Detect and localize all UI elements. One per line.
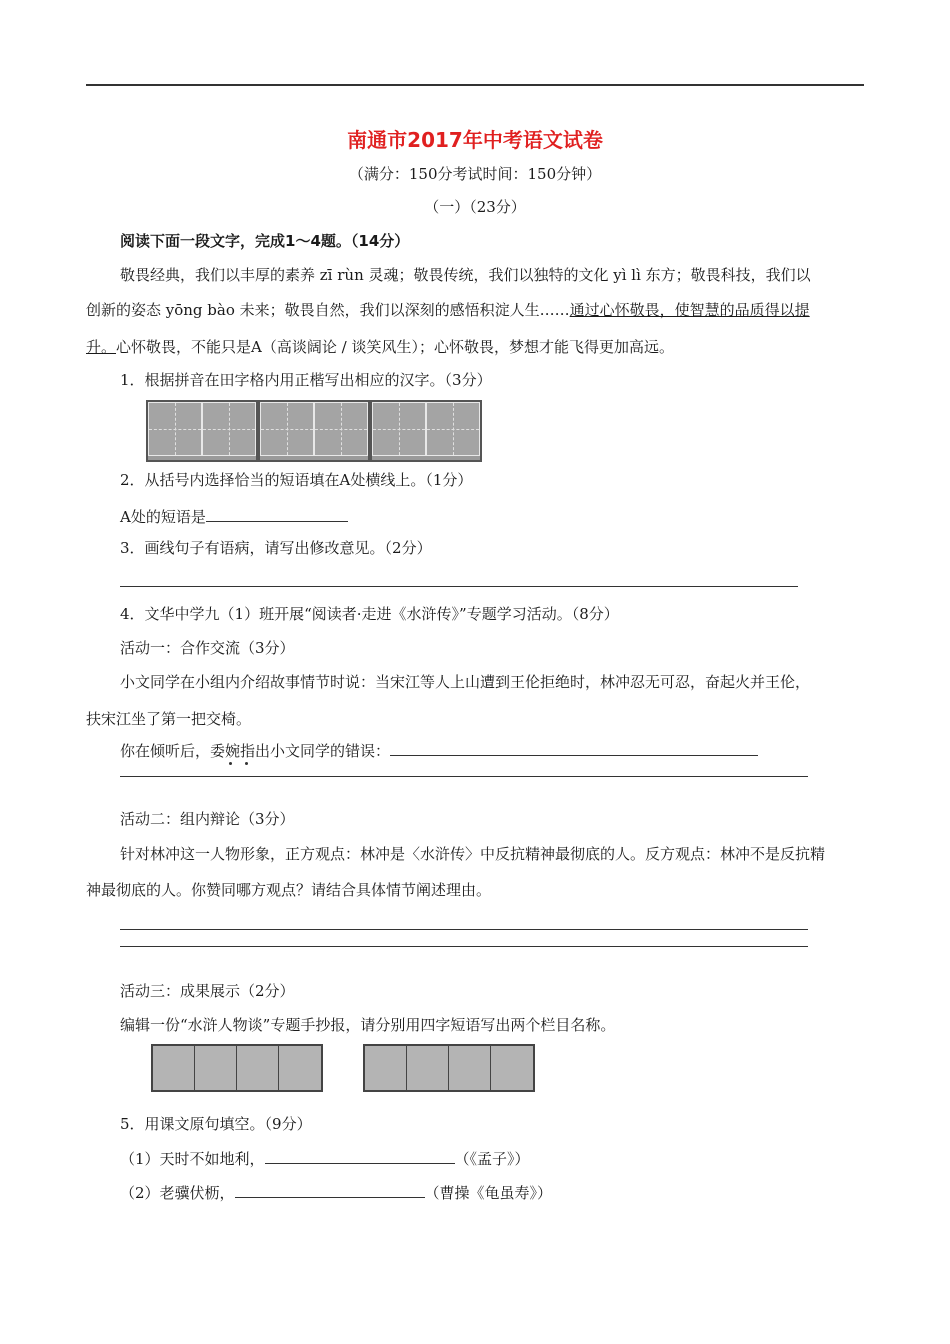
question-4: 4．文华中学九（1）班开展“阅读者·走进《水浒传》”专题学习活动。（8分） (120, 605, 619, 623)
answer-label: A处的短语是 (120, 508, 206, 526)
reading-line-3 (86, 337, 674, 357)
activity-1-text-2: 扶宋江坐了第一把交椅。 (86, 710, 252, 728)
tianzige-cell[interactable] (148, 402, 202, 456)
reading-line-2 (86, 300, 810, 320)
answer-line-activity-1[interactable] (120, 776, 808, 777)
column-name-boxes-1 (151, 1044, 323, 1092)
character-box[interactable] (407, 1046, 449, 1090)
activity-2-text-1: 针对林冲这一人物形象，正方观点：林冲是〈水浒传〉中反抗精神最彻底的人。反方观点：林冲不是反抗精 (120, 845, 826, 863)
item-1-source: （《孟子》） (454, 1150, 530, 1168)
activity-3-heading: 活动三：成果展示（2分） (120, 982, 295, 1000)
reading-line-1: 敬畏经典，我们以丰厚的素养 zī rùn 灵魂；敬畏传统，我们以独特的文化 yì lì 东方；敬畏科技，我们以 (120, 266, 811, 284)
question-5-item-2 (120, 1181, 552, 1203)
activity-1-prompt (120, 739, 758, 761)
tianzige-cell[interactable] (260, 402, 314, 456)
tianzige-cell[interactable] (314, 402, 368, 456)
underlined-sentence-part2: 升。 (86, 338, 117, 356)
answer-blank-a[interactable] (206, 505, 348, 522)
item-2-source: （曹操《龟虽寿》） (424, 1184, 553, 1202)
character-box[interactable] (153, 1046, 195, 1090)
activity-2-heading: 活动二：组内辩论（3分） (120, 810, 295, 828)
prompt-text: 你在倾听后，委婉指出小文同学的错误： (120, 742, 391, 760)
question-3: 3．画线句子有语病，请写出修改意见。（2分） (120, 539, 432, 557)
reading-instruction: 阅读下面一段文字，完成1～4题。（14分） (120, 232, 410, 250)
question-2: 2．从括号内选择恰当的短语填在A处横线上。（1分） (120, 471, 473, 489)
underlined-sentence-part1: 通过心怀敬畏，使智慧的品质得以提 (569, 301, 810, 319)
activity-2-text-2: 神最彻底的人。你赞同哪方观点？请结合具体情节阐述理由。 (86, 881, 492, 899)
character-box[interactable] (491, 1046, 533, 1090)
item-1-prefix: （1）天时不如地利， (120, 1150, 265, 1168)
tianzige-group-2 (258, 400, 370, 462)
question-5-item-1 (120, 1147, 530, 1169)
item-2-prefix: （2）老骥伏枥， (120, 1184, 235, 1202)
answer-blank-5-2[interactable] (235, 1181, 425, 1198)
answer-line-q3[interactable] (120, 586, 798, 587)
reading-line-3-text: 心怀敬畏，不能只是A（高谈阔论 / 谈笑风生）；心怀敬畏，梦想才能飞得更加高远。 (116, 338, 674, 356)
emphasis-dot (245, 762, 248, 765)
emphasis-dot (229, 762, 232, 765)
tianzige-group-3 (370, 400, 482, 462)
character-box[interactable] (449, 1046, 491, 1090)
question-1: 1．根据拼音在田字格内用正楷写出相应的汉字。（3分） (120, 371, 492, 389)
activity-3-text: 编辑一份“水浒人物谈”专题手抄报，请分别用四字短语写出两个栏目名称。 (120, 1016, 616, 1034)
section-heading: （一）（23分） (424, 198, 526, 216)
tianzige-group-1 (146, 400, 258, 462)
character-box[interactable] (237, 1046, 279, 1090)
activity-1-text-1: 小文同学在小组内介绍故事情节时说：当宋江等人上山遭到王伦拒绝时，林冲忍无可忍，奋起火并王伦， (120, 673, 811, 691)
column-name-boxes-2 (363, 1044, 535, 1092)
answer-line-activity-2b[interactable] (120, 946, 808, 947)
reading-line-2-text: 创新的姿态 yōng bào 未来；敬畏自然，我们以深刻的感悟积淀人生…… (86, 301, 570, 319)
top-rule (86, 84, 864, 86)
tianzige-cell[interactable] (426, 402, 480, 456)
page-title: 南通市2017年中考语文试卷 (347, 128, 603, 152)
tianzige-cell[interactable] (202, 402, 256, 456)
character-box[interactable] (195, 1046, 237, 1090)
exam-info: （满分：150分考试时间：150分钟） (348, 165, 602, 183)
question-2-answer (120, 505, 348, 527)
character-box[interactable] (279, 1046, 321, 1090)
tianzige-cell[interactable] (372, 402, 426, 456)
answer-blank-5-1[interactable] (265, 1147, 455, 1164)
answer-line-activity-2a[interactable] (120, 929, 808, 930)
character-box[interactable] (365, 1046, 407, 1090)
activity-1-heading: 活动一：合作交流（3分） (120, 639, 295, 657)
question-5: 5．用课文原句填空。（9分） (120, 1115, 312, 1133)
answer-blank-activity-1[interactable] (390, 739, 758, 756)
